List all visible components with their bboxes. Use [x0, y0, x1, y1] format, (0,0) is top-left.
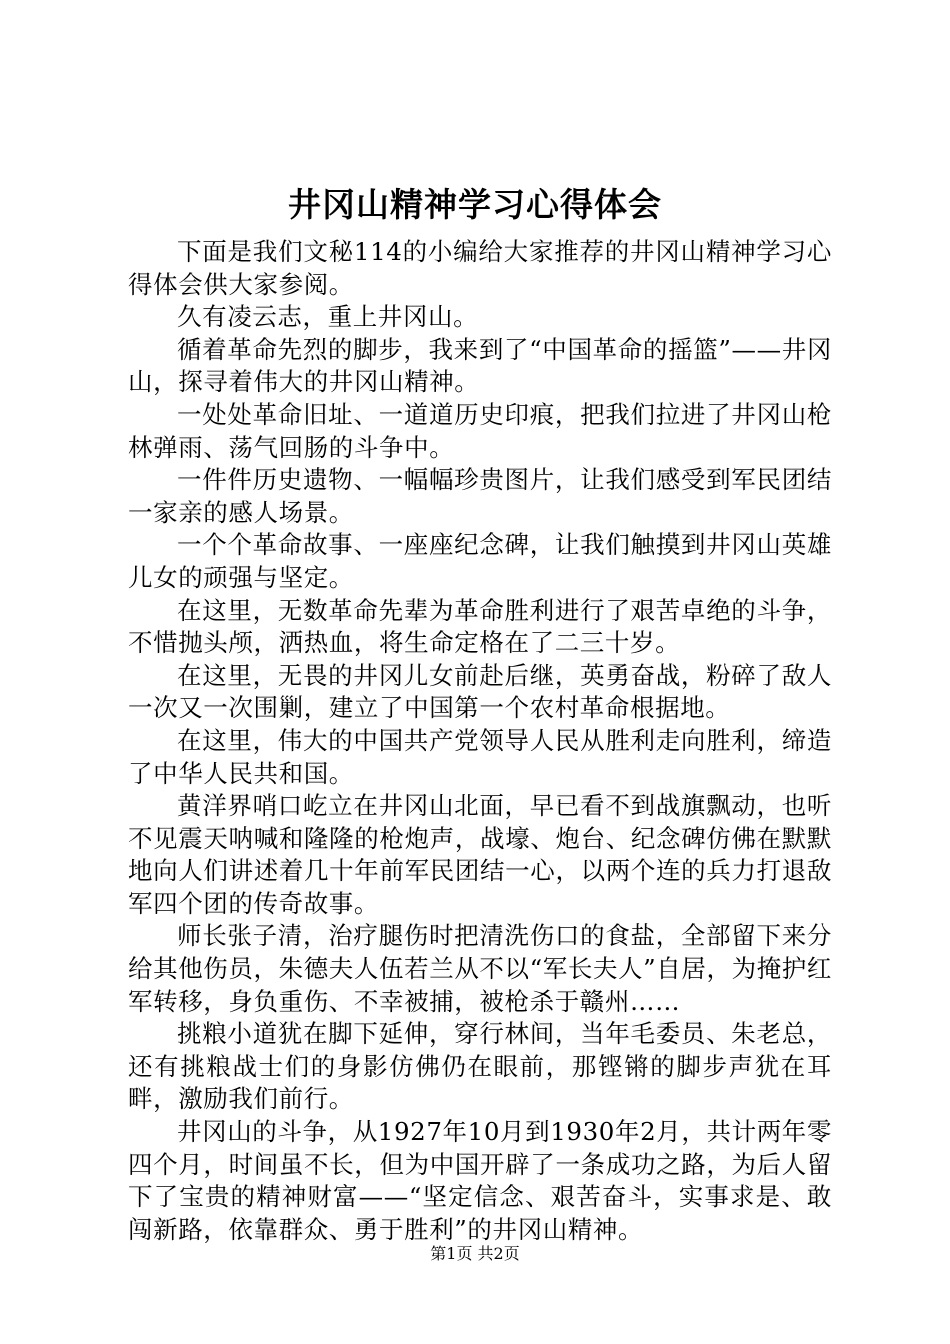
- paragraph: 一处处革命旧址、一道道历史印痕，把我们拉进了井冈山枪林弹雨、荡气回肠的斗争中。: [128, 399, 832, 462]
- paragraph: 在这里，无数革命先辈为革命胜利进行了艰苦卓绝的斗争，不惜抛头颅，洒热血，将生命定格在了二三十岁。: [128, 595, 832, 658]
- paragraph: 在这里，伟大的中国共产党领导人民从胜利走向胜利，缔造了中华人民共和国。: [128, 725, 832, 788]
- paragraph: 一个个革命故事、一座座纪念碑，让我们触摸到井冈山英雄儿女的顽强与坚定。: [128, 530, 832, 592]
- paragraph: 一件件历史遗物、一幅幅珍贵图片，让我们感受到军民团结一家亲的感人场景。: [128, 465, 832, 527]
- paragraph: 在这里，无畏的井冈儿女前赴后继，英勇奋战，粉碎了敌人一次又一次围剿，建立了中国第一个农村革命根据地。: [128, 660, 832, 723]
- paragraph: 黄洋界哨口屹立在井冈山北面，早已看不到战旗飘动，也听不见震天呐喊和隆隆的枪炮声，战壕、炮台、纪念碑仿佛在默默地向人们讲述着几十年前军民团结一心，以两个连的兵力打退敌军四个团的传奇故事。: [128, 791, 832, 918]
- paragraph: 挑粮小道犹在脚下延伸，穿行林间，当年毛委员、朱老总，还有挑粮战士们的身影仿佛仍在眼前，那铿锵的脚步声犹在耳畔，激励我们前行。: [128, 1019, 832, 1114]
- paragraph: 循着革命先烈的脚步，我来到了“中国革命的摇篮”——井冈山，探寻着伟大的井冈山精神。: [128, 334, 832, 397]
- paragraph: 久有凌云志，重上井冈山。: [177, 302, 479, 332]
- document-title: 井冈山精神学习心得体会: [288, 185, 662, 224]
- paragraph: 井冈山的斗争，从1927年10月到1930年2月，共计两年零四个月，时间虽不长，但为中国开辟了一条成功之路，为后人留下了宝贵的精神财富——“坚定信念、艰苦奋斗，实事求是、敢闯新路，依靠群众、勇于胜利”的井冈山精神。: [128, 1117, 832, 1244]
- page-footer: 第1页 共2页: [430, 1244, 520, 1263]
- paragraph: 师长张子清，治疗腿伤时把清洗伤口的食盐，全部留下来分给其他伤员，朱德夫人伍若兰从不以“军长夫人”自居，为掩护红军转移，身负重伤、不幸被捕，被枪杀于赣州……: [128, 921, 832, 1016]
- paragraph: 下面是我们文秘114的小编给大家推荐的井冈山精神学习心得体会供大家参阅。: [128, 237, 832, 299]
- document-body: [128, 236, 832, 1246]
